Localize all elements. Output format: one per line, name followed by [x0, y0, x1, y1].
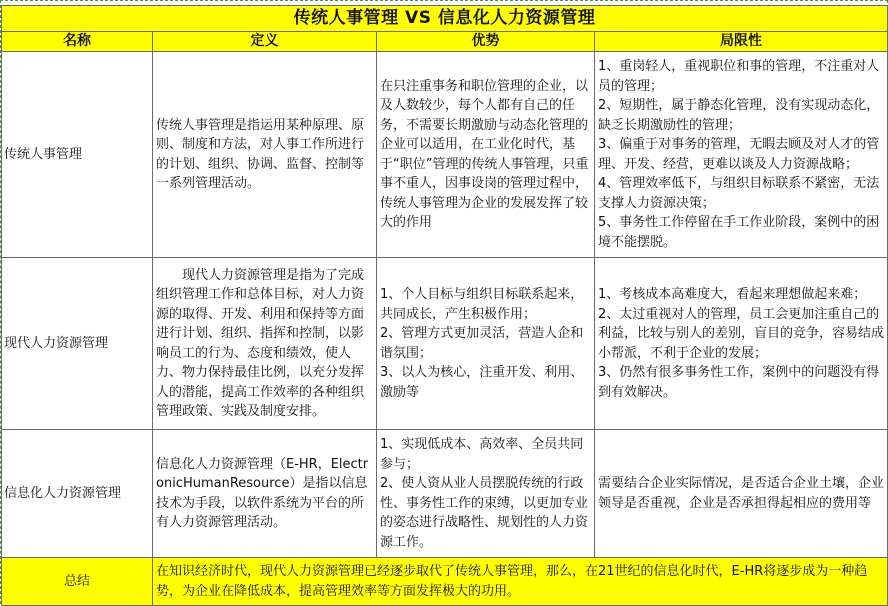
row-name-modern: 现代人力资源管理: [2, 258, 153, 430]
definition-text: 传统人事管理是指运用某种原理、原则、制度和方法，对人事工作所进行的计划、组织、协调、监督、控制等一系列管理活动。: [156, 117, 365, 191]
row-name-ehr: 信息化人力资源管理: [2, 430, 153, 558]
row-advantages-traditional: [377, 52, 595, 258]
header-definition: 定义: [153, 32, 377, 52]
row-advantages-ehr: [377, 430, 595, 558]
limitation-item: 4、管理效率低下，与组织目标联系不紧密，无法支撑人力资源决策；: [598, 176, 880, 211]
advantage-item: 2、管理方式更加灵活，营造人企和谐氛围；: [380, 326, 584, 361]
limitation-item: 3、仍然有很多事务性工作，案例中的问题没有得到有效解决。: [598, 365, 880, 400]
advantage-item: 2、使人资从业人员摆脱传统的行政性、事务性工作的束缚，以更加专业的姿态进行战略性、规划性的人力资源工作。: [380, 476, 589, 550]
limitation-item: 3、偏重于对事务的管理，无暇去顾及对人才的管理、开发、经营，更难以谈及人力资源战略；: [598, 137, 880, 172]
limitation-item: 2、短期性，属于静态化管理，没有实现动态化，缺乏长期激励性的管理；: [598, 98, 880, 133]
definition-text: 现代人力资源管理是指为了完成组织管理工作和总体目标，对人力资源的取得、开发、利用和保持等方面进行计划、组织、指挥和控制，以影响员工的行为、态度和绩效，使人力、物力保持最佳比例，以充分发挥人的潜能，提高工作效率的各种组织管理政策、实践及制度安排。: [156, 267, 365, 419]
summary-row: [2, 558, 888, 606]
row-definition-ehr: [153, 430, 377, 558]
table-title: 传统人事管理 VS 信息化人力资源管理: [2, 6, 888, 32]
row-definition-modern: [153, 258, 377, 430]
summary-text: 在知识经济时代，现代人力资源管理已经逐步取代了传统人事管理，那么，在21世纪的信息化时代，E-HR将逐步成为一种趋势，为企业在降低成本，提高管理效率等方面发挥极大的功用。: [153, 558, 888, 606]
row-limitations-traditional: [595, 52, 888, 258]
header-name: 名称: [2, 32, 153, 52]
header-limitations: 局限性: [595, 32, 888, 52]
limitation-item: 2、太过重视对人的管理，员工会更加注重自己的利益，比较与别人的差别，盲目的竞争，容易结成小帮派，不利于企业的发展；: [598, 306, 885, 361]
row-advantages-modern: [377, 258, 595, 430]
limitation-item: 1、考核成本高难度大，看起来理想做起来难；: [598, 287, 867, 302]
row-definition-traditional: [153, 52, 377, 258]
advantage-item: 3、以人为核心，注重开发、利用、激励等: [380, 365, 584, 400]
row-limitations-ehr: [595, 430, 888, 558]
header-advantages: 优势: [377, 32, 595, 52]
advantage-item: 1、实现低成本、高效率、全员共同参与；: [380, 437, 584, 472]
advantage-item: 1、个人目标与组织目标联系起来，共同成长，产生积极作用；: [380, 287, 584, 322]
definition-text: 信息化人力资源管理（E-HR，ElectronicHumanResource）是指以信息技术为手段，以软件系统为平台的所有人力资源管理活动。: [156, 456, 369, 530]
table-row: [2, 258, 888, 430]
advantages-text: 在只注重事务和职位管理的企业，以及人数较少，每个人都有自己的任务，不需要长期激励与动态化管理的企业可以适用，在工业化时代，基于“职位”管理的传统人事管理，只重事不重人，因事设岗的管理过程中，传统人事管理为企业的发展发挥了较大的作用: [380, 78, 589, 230]
limitation-item: 5、事务性工作停留在手工作业阶段，案例中的困境不能摆脱。: [598, 215, 880, 250]
comparison-table: [1, 5, 888, 606]
limitation-item: 1、重岗轻人，重视职位和事的管理，不注重对人员的管理；: [598, 59, 880, 94]
row-limitations-modern: [595, 258, 888, 430]
row-name-traditional: 传统人事管理: [2, 52, 153, 258]
summary-label: 总结: [2, 558, 153, 606]
table-row: [2, 52, 888, 258]
table-row: [2, 430, 888, 558]
limitations-text: 需要结合企业实际情况，是否适合企业土壤，企业领导是否重视，企业是否承担得起相应的费用等: [598, 476, 885, 511]
